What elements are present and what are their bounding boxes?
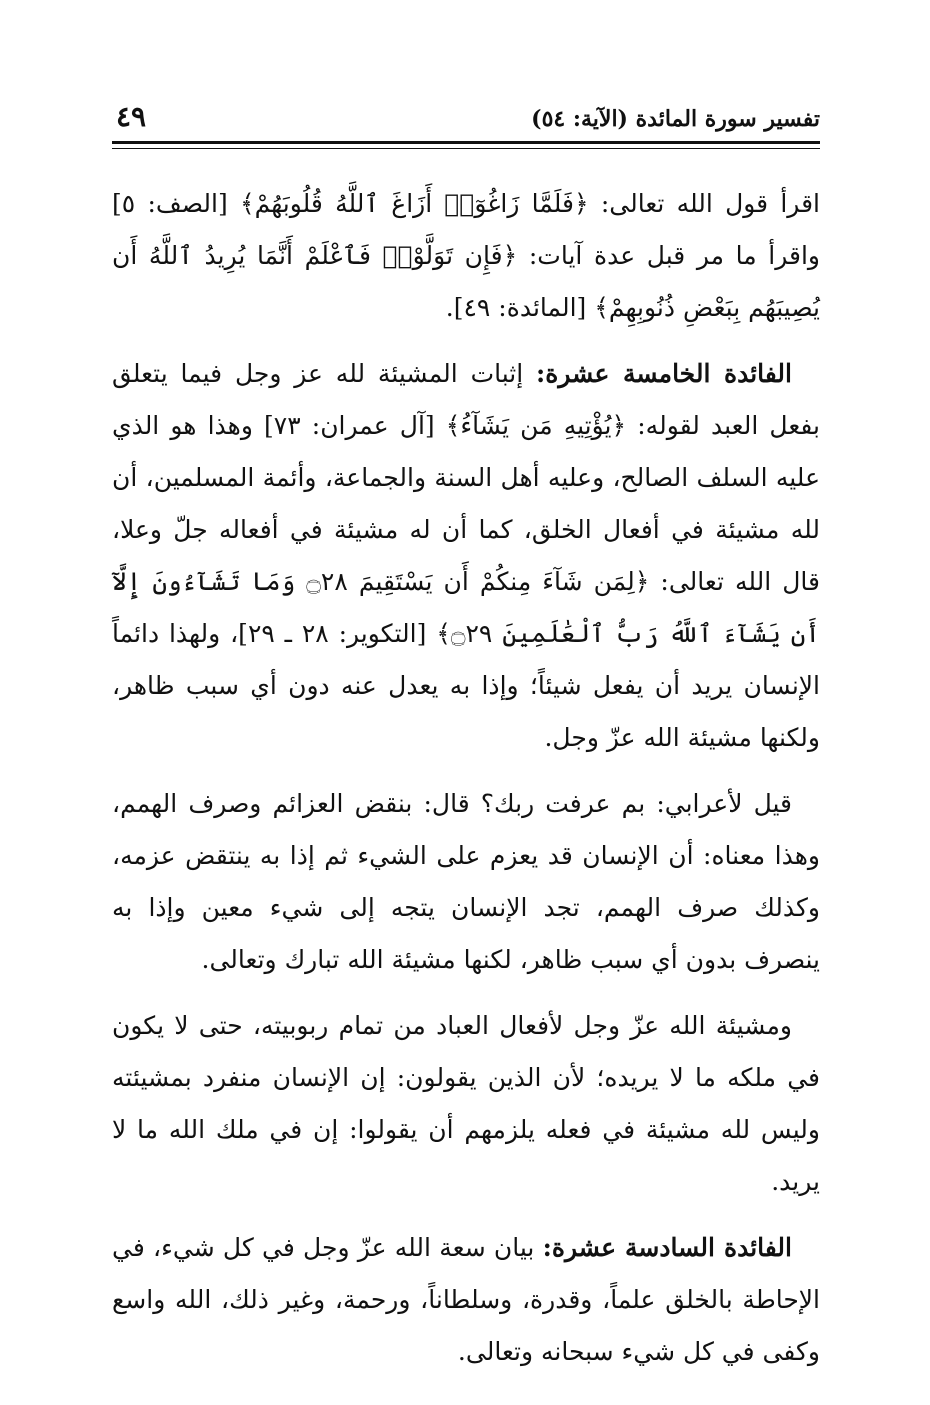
paragraph-text: بيان سعة الله عزّ وجل في كل شيء، في الإحاطة بالخلق علماً، وقدرة، وسلطاناً، ورحمة، وغير ذلك، الله واسع وكفى في كل شيء سبحانه وتعالى. xyxy=(112,1233,820,1366)
paragraph-text: اقرأ قول الله تعالى: ﴿فَلَمَّا زَاغُوٓا۟ أَزَاغَ ٱللَّهُ قُلُوبَهُمْ﴾ [الصف: ٥] واقرأ ما مر قبل عدة آيات: ﴿فَإِن تَوَلَّوْا۟ فَٱعْلَمْ أَنَّمَا يُرِيدُ ٱللَّهُ أَن يُصِيبَهُم بِبَعْضِ ذُنُوبِهِمْ﴾ [المائدة: ٤٩]. xyxy=(112,189,820,322)
paragraph-3 xyxy=(112,778,820,986)
paragraph-2 xyxy=(112,348,820,764)
header-rule-thin xyxy=(112,148,820,149)
header-rule-thick xyxy=(112,141,820,144)
paragraph-text: قيل لأعرابي: بم عرفت ربك؟ قال: بنقض العزائم وصرف الهمم، وهذا معناه: أن الإنسان قد يعزم على الشيء ثم إذا به ينتقض عزمه، وكذلك صرف الهمم، تجد الإنسان يتجه إلى شيء معين وإذا به ينصرف بدون أي سبب ظاهر، لكنها مشيئة الله تبارك وتعالى. xyxy=(112,789,820,974)
paragraph-heading: الفائدة السادسة عشرة: xyxy=(542,1233,792,1262)
paragraph-4 xyxy=(112,1000,820,1208)
page-number: ٤٩ xyxy=(116,100,147,133)
running-header xyxy=(112,100,820,144)
header-title: تفسير سورة المائدة (الآية: ٥٤) xyxy=(531,106,820,132)
paragraph-5 xyxy=(112,1222,820,1378)
body-text xyxy=(112,178,820,1392)
paragraph-text: إثبات المشيئة لله عز وجل فيما يتعلق بفعل العبد لقوله: ﴿يُؤْتِيهِ مَن يَشَآءُ﴾ [آل عمران: ٧٣] وهذا هو الذي عليه السلف الصالح، وعليه أهل السنة والجماعة، وأئمة المسلمين، أن لله مشيئة في أفعال الخلق، كما أن له مشيئة في أفعاله جلّ وعلا، قال الله تعالى: ﴿لِمَن شَآءَ مِنكُمْ أَن يَسْتَقِيمَ ۝٢٨ وَمَا تَشَآءُونَ إِلَّآ أَن يَشَآءَ ٱللَّهُ رَبُّ ٱلْعَٰلَمِينَ ۝٢٩﴾ [التكوير: ٢٨ ـ ٢٩]، ولهذا دائماً الإنسان يريد أن يفعل شيئاً؛ وإذا به يعدل عنه دون أي سبب ظاهر، ولكنها مشيئة الله عزّ وجل. xyxy=(112,359,821,752)
paragraph-text: ومشيئة الله عزّ وجل لأفعال العباد من تمام ربوبيته، حتى لا يكون في ملكه ما لا يريده؛ لأن الذين يقولون: إن الإنسان منفرد بمشيئته وليس لله مشيئة في فعله يلزمهم أن يقولوا: إن في ملك الله ما لا يريد. xyxy=(112,1011,820,1196)
paragraph-1 xyxy=(112,178,820,334)
paragraph-heading: الفائدة الخامسة عشرة: xyxy=(536,359,792,388)
